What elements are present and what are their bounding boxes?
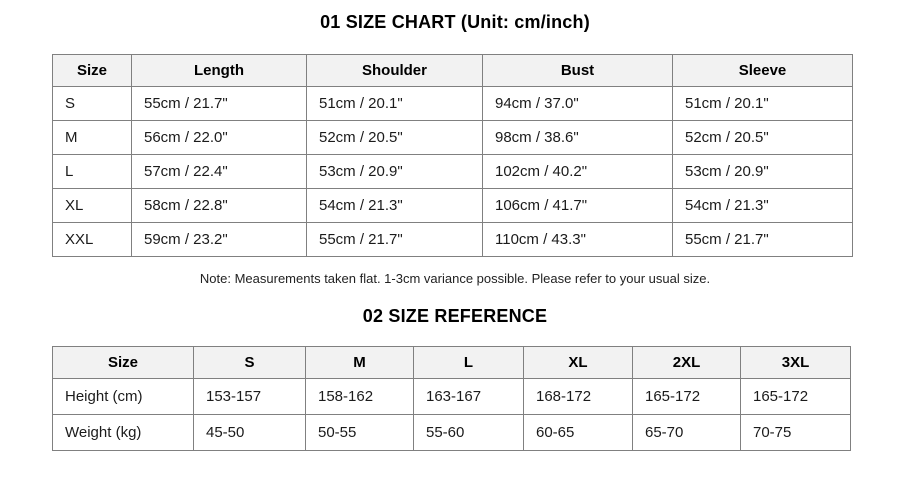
cell: 55cm / 21.7" [307, 223, 483, 257]
cell: 163-167 [414, 379, 524, 415]
column-header: Bust [483, 55, 673, 87]
cell: 59cm / 23.2" [132, 223, 307, 257]
cell: 53cm / 20.9" [307, 155, 483, 189]
column-header: Sleeve [673, 55, 853, 87]
row-label: L [53, 155, 132, 189]
cell: 55-60 [414, 415, 524, 451]
column-header: 2XL [633, 347, 741, 379]
column-header: XL [524, 347, 633, 379]
cell: 57cm / 22.4" [132, 155, 307, 189]
cell: 56cm / 22.0" [132, 121, 307, 155]
table-row [53, 155, 853, 189]
table-row [53, 415, 851, 451]
cell: 60-65 [524, 415, 633, 451]
header-row [53, 347, 851, 379]
cell: 52cm / 20.5" [673, 121, 853, 155]
size-chart-table [52, 54, 853, 257]
cell: 165-172 [741, 379, 851, 415]
column-header: S [194, 347, 306, 379]
section-title-size-chart: 01 SIZE CHART (Unit: cm/inch) [320, 12, 590, 32]
cell: 58cm / 22.8" [132, 189, 307, 223]
size-reference-table [52, 346, 851, 451]
cell: 165-172 [633, 379, 741, 415]
cell: 98cm / 38.6" [483, 121, 673, 155]
row-label: XL [53, 189, 132, 223]
row-label: Weight (kg) [53, 415, 194, 451]
cell: 65-70 [633, 415, 741, 451]
cell: 53cm / 20.9" [673, 155, 853, 189]
cell: 158-162 [306, 379, 414, 415]
cell: 51cm / 20.1" [673, 87, 853, 121]
row-label: Height (cm) [53, 379, 194, 415]
column-header: Size [53, 347, 194, 379]
cell: 102cm / 40.2" [483, 155, 673, 189]
column-header: L [414, 347, 524, 379]
cell: 54cm / 21.3" [673, 189, 853, 223]
table-row [53, 121, 853, 155]
table-row [53, 379, 851, 415]
cell: 52cm / 20.5" [307, 121, 483, 155]
cell: 54cm / 21.3" [307, 189, 483, 223]
cell: 110cm / 43.3" [483, 223, 673, 257]
cell: 106cm / 41.7" [483, 189, 673, 223]
cell: 168-172 [524, 379, 633, 415]
cell: 55cm / 21.7" [673, 223, 853, 257]
header-row [53, 55, 853, 87]
cell: 70-75 [741, 415, 851, 451]
cell: 55cm / 21.7" [132, 87, 307, 121]
cell: 50-55 [306, 415, 414, 451]
cell: 45-50 [194, 415, 306, 451]
column-header: M [306, 347, 414, 379]
cell: 153-157 [194, 379, 306, 415]
table-row [53, 189, 853, 223]
table-row [53, 87, 853, 121]
cell: 94cm / 37.0" [483, 87, 673, 121]
row-label: XXL [53, 223, 132, 257]
row-label: S [53, 87, 132, 121]
section-title-size-reference: 02 SIZE REFERENCE [362, 306, 548, 326]
column-header: Length [132, 55, 307, 87]
measurement-note: Note: Measurements taken flat. 1-3cm variance possible. Please refer to your usual size. [199, 271, 711, 286]
column-header: Shoulder [307, 55, 483, 87]
table-row [53, 223, 853, 257]
cell: 51cm / 20.1" [307, 87, 483, 121]
column-header: Size [53, 55, 132, 87]
column-header: 3XL [741, 347, 851, 379]
row-label: M [53, 121, 132, 155]
